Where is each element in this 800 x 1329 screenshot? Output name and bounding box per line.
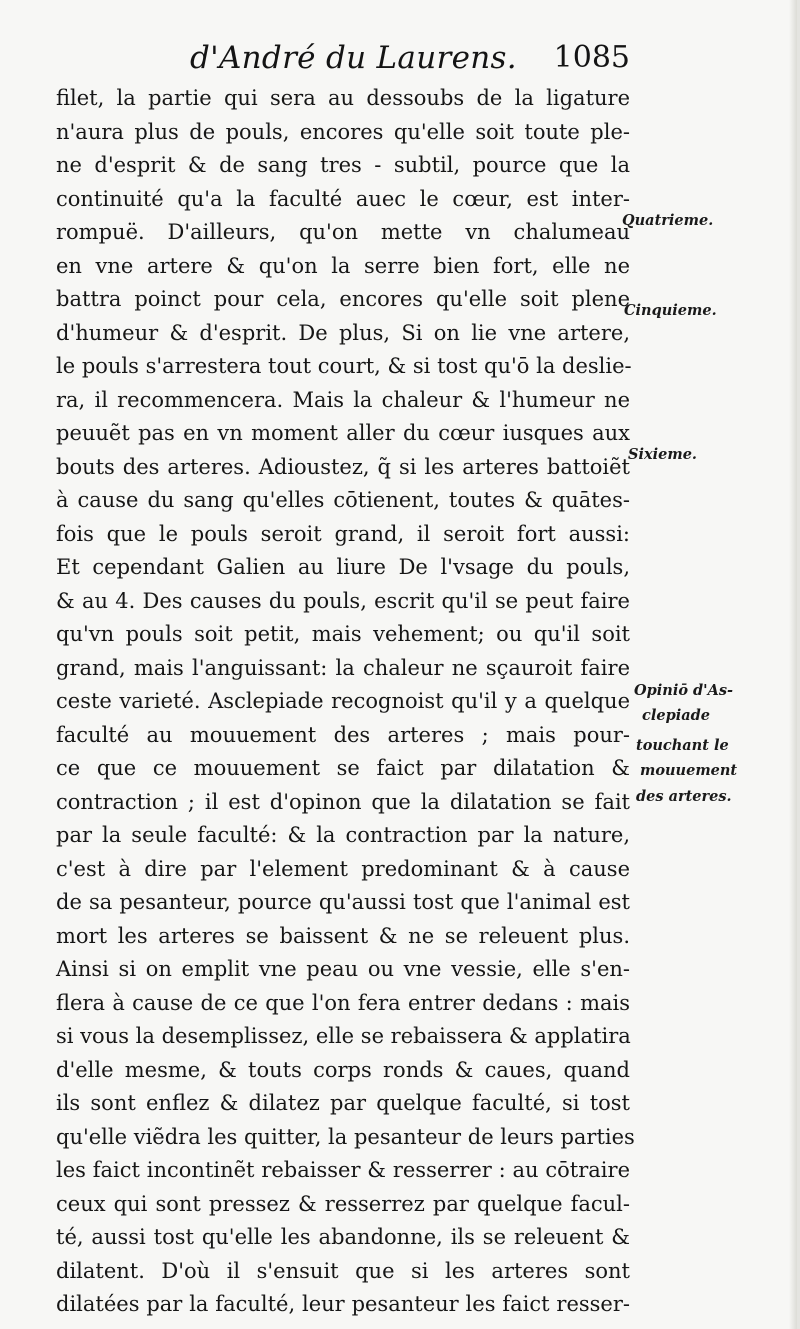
text-line: d'elle mesme, & touts corps ronds & caues, quand: [56, 1057, 630, 1082]
page-number: 1085: [553, 40, 630, 75]
text-line: par la seule faculté: & la contraction par la nature,: [56, 823, 630, 847]
margin-note-opinion-line-4: mouuement: [640, 762, 738, 779]
text-line: ra, il recommencera. Mais la chaleur & l'humeur ne: [56, 387, 630, 412]
margin-note-opinion-line-3: touchant le: [636, 737, 729, 754]
text-line: faculté au mouuement des arteres ; mais pour-: [56, 722, 630, 747]
margin-note-opinion-line-1: Opiniō d'As-: [634, 682, 734, 699]
text-line: Et cependant Galien au liure De l'vsage du pouls,: [56, 555, 630, 579]
margin-note-opinion-line-2: clepiade: [642, 707, 710, 724]
text-line: battra poinct pour cela, encores qu'elle soit plene: [56, 287, 630, 311]
text-line: grand, mais l'anguissant: la chaleur ne sçauroit faire: [56, 655, 630, 680]
text-line: bouts des arteres. Adioustez, q̃ si les arteres battoiẽt: [56, 454, 630, 479]
text-line: peuuẽt pas en vn moment aller du cœur iusques aux: [56, 421, 630, 445]
text-line: Ainsi si on emplit vne peau ou vne vessie, elle s'en-: [56, 957, 630, 981]
text-line: les faict incontinẽt rebaisser & resserrer : au cōtraire: [56, 1158, 630, 1182]
text-line: dilatées par la faculté, leur pesanteur les faict resser-: [56, 1292, 630, 1316]
text-line: ne d'esprit & de sang tres - subtil, pource que la: [56, 153, 630, 177]
margin-note-sixieme: Sixieme.: [628, 446, 697, 463]
text-line: n'aura plus de pouls, encores qu'elle soit toute ple-: [56, 119, 630, 144]
margin-note-quatrieme: Quatrieme.: [622, 212, 714, 229]
text-line: d'humeur & d'esprit. De plus, Si on lie vne artere,: [56, 320, 630, 345]
text-line: ils sont enflez & dilatez par quelque faculté, si tost: [56, 1091, 630, 1115]
text-line: rompuë. D'ailleurs, qu'on mette vn chalumeau: [56, 220, 630, 244]
text-line: continuité qu'a la faculté auec le cœur, est inter-: [56, 186, 630, 211]
text-line: si vous la desemplissez, elle se rebaissera & applatira: [56, 1024, 631, 1048]
text-line: de sa pesanteur, pource qu'aussi tost que l'animal est: [56, 890, 630, 914]
running-head: [190, 40, 630, 86]
page-edge-shadow: [789, 0, 797, 1329]
text-line: & au 4. Des causes du pouls, escrit qu'il se peut faire: [56, 588, 630, 613]
text-line: té, aussi tost qu'elle les abandonne, ils se releuent &: [56, 1225, 630, 1249]
text-line: en vne artere & qu'on la serre bien fort, elle ne: [56, 253, 630, 278]
text-line: ceste varieté. Asclepiade recognoist qu'il y a quelque: [56, 689, 630, 713]
margin-note-opinion-line-5: des arteres.: [636, 788, 732, 805]
running-title: d'André du Laurens.: [190, 40, 517, 76]
text-line: contraction ; il est d'opinon que la dilatation se fait: [56, 789, 630, 814]
text-line: qu'elle viẽdra les quitter, la pesanteur de leurs parties: [56, 1124, 635, 1149]
text-line: ceux qui sont pressez & resserrez par quelque facul-: [56, 1191, 630, 1216]
body-text: [56, 82, 635, 1322]
text-line: le pouls s'arrestera tout court, & si tost qu'ō la deslie-: [56, 354, 632, 378]
text-line: flera à cause de ce que l'on fera entrer dedans : mais: [56, 990, 630, 1015]
text-line: filet, la partie qui sera au dessoubs de la ligature: [56, 86, 630, 110]
text-line: à cause du sang qu'elles cōtienent, toutes & quātes-: [56, 488, 630, 512]
text-line: mort les arteres se baissent & ne se releuent plus.: [56, 923, 630, 948]
margin-note-cinquieme: Cinquieme.: [624, 302, 717, 319]
text-line: fois que le pouls seroit grand, il seroit fort aussi:: [56, 521, 630, 546]
text-line: c'est à dire par l'element predominant & à cause: [56, 856, 630, 881]
text-line: dilatent. D'où il s'ensuit que si les arteres sont: [56, 1258, 630, 1283]
text-line: ce que ce mouuement se faict par dilatation &: [56, 756, 630, 780]
text-line: qu'vn pouls soit petit, mais vehement; ou qu'il soit: [56, 622, 630, 646]
